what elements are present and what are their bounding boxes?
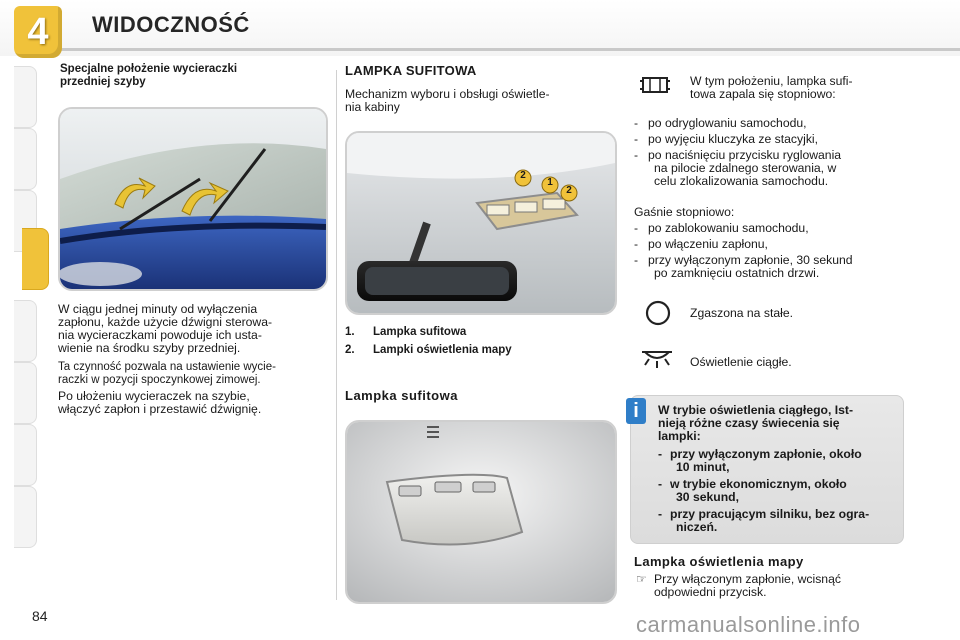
list-item: - po wyjęciu kluczyka ze stacyjki, <box>634 132 819 146</box>
chapter-tab-8[interactable] <box>14 486 37 548</box>
chapter-tab-6[interactable] <box>14 362 37 424</box>
info-icon: i <box>626 398 646 424</box>
chapter-title: WIDOCZNOŚĆ <box>92 12 250 37</box>
list-item: - w trybie ekonomicznym, około 30 sekund, <box>658 477 847 504</box>
windscreen-wiper-photo <box>58 107 328 291</box>
header-divider <box>60 48 960 51</box>
lamp-on-label: Oświetlenie ciągłe. <box>690 355 792 369</box>
watermark: carmanualsonline.info <box>636 612 861 637</box>
lamp-off-label: Zgaszona na stałe. <box>690 306 793 320</box>
list-item: - przy wyłączonym zapłonie, 30 sekund po zamknięciu ostatnich drzwi. <box>634 253 853 280</box>
ceiling-lamp-photo <box>345 420 617 604</box>
chapter-tab-active[interactable] <box>22 228 49 290</box>
legend-item-2: 2. Lampki oświetlenia mapy <box>345 344 512 356</box>
subheading-ceiling-lamp: Lampka sufitowa <box>345 388 458 403</box>
fade-off-heading: Gaśnie stopniowo: <box>634 205 735 219</box>
list-item: - po odryglowaniu samochodu, <box>634 116 807 130</box>
chapter-number: 4 <box>27 11 49 53</box>
lamp-off-icon <box>643 298 673 328</box>
info-intro: W trybie oświetlenia ciągłego, Ist- nieją różne czasy świecenia się lampki: <box>658 403 854 443</box>
list-item: - po zablokowaniu samochodu, <box>634 221 809 235</box>
page-number: 84 <box>32 608 48 624</box>
chapter-tab-5[interactable] <box>14 300 37 362</box>
interior-lamp-illustration <box>347 133 615 313</box>
interior-lamp-photo <box>345 131 617 315</box>
section-heading: LAMPKA SUFITOWA <box>345 63 477 78</box>
wiper-paragraph-2: Ta czynność pozwala na ustawienie wycie- raczki w pozycji spoczynkowej zimowej. <box>58 361 276 386</box>
column-divider <box>336 70 337 600</box>
windscreen-wiper-illustration <box>60 109 326 289</box>
fade-off-list <box>634 222 904 280</box>
callout-label: 1 <box>547 177 553 188</box>
wiper-paragraph-1: W ciągu jednej minuty od wyłączenia zapłonu, każde użycie dźwigni sterowa- nia wycieraczkami powoduje ich usta- wienie na środku szyby przedniej. <box>58 302 273 355</box>
door-lamp-icon <box>638 72 672 100</box>
ceiling-lamp-illustration <box>347 422 615 602</box>
map-lamp-instruction: ☞ Przy włączonym zapłonie, wcisnąć odpowiedni przycisk. <box>636 572 841 599</box>
wiper-heading-line1: Specjalne położenie wycieraczki <box>60 63 238 75</box>
door-mode-description: W tym położeniu, lampka sufi- towa zapala się stopniowo: <box>690 74 853 101</box>
legend-item-1: 1. Lampka sufitowa <box>345 326 467 338</box>
callout-label: 2 <box>566 185 572 196</box>
lamp-on-icon <box>638 344 676 372</box>
chapter-tab-7[interactable] <box>14 424 37 486</box>
fade-on-list <box>634 117 904 188</box>
chapter-tab-2[interactable] <box>14 128 37 190</box>
section-intro: Mechanizm wyboru i obsługi oświetle- nia kabiny <box>345 87 550 114</box>
list-item: - po włączeniu zapłonu, <box>634 237 768 251</box>
info-list <box>658 448 896 534</box>
chapter-tab-1[interactable] <box>14 66 37 128</box>
list-item: - przy pracującym silniku, bez ogra- niczeń. <box>658 507 870 534</box>
wiper-heading-line2: przedniej szyby <box>60 76 146 88</box>
callout-label: 2 <box>520 170 526 181</box>
map-lamp-heading: Lampka oświetlenia mapy <box>634 554 804 569</box>
wiper-paragraph-3: Po ułożeniu wycieraczek na szybie, włączyć zapłon i przestawić dźwignię. <box>58 389 262 416</box>
list-item: - po naciśnięciu przycisku ryglowania na pilocie zdalnego sterowania, w celu zlokalizowania samochodu. <box>634 148 842 188</box>
list-item: - przy wyłączonym zapłonie, około 10 minut, <box>658 447 862 474</box>
pointing-hand-icon: ☞ <box>636 572 647 586</box>
